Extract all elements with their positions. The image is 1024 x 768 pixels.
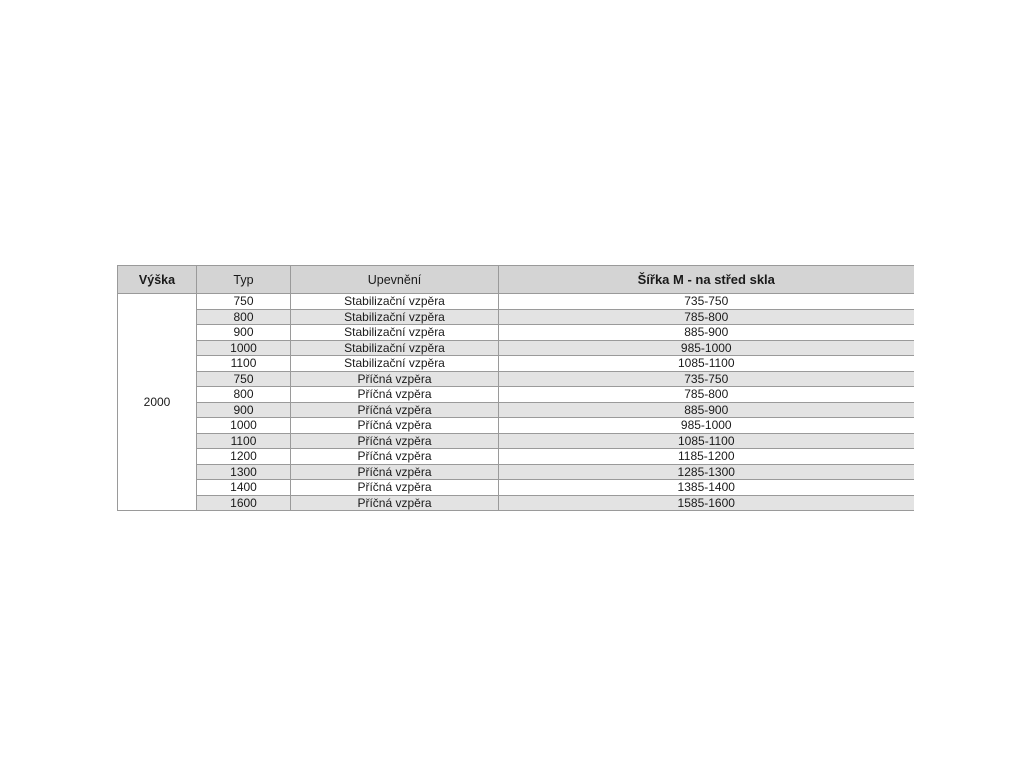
cell-typ: 1000 <box>197 340 291 356</box>
cell-sirka: 1085-1100 <box>499 356 914 372</box>
cell-typ: 1600 <box>197 495 291 511</box>
cell-upevneni: Příčná vzpěra <box>291 480 499 496</box>
cell-sirka: 1285-1300 <box>499 464 914 480</box>
header-typ: Typ <box>197 266 291 294</box>
cell-sirka: 885-900 <box>499 325 914 341</box>
table-row <box>118 325 914 341</box>
cell-typ: 1000 <box>197 418 291 434</box>
cell-typ: 1100 <box>197 356 291 372</box>
cell-typ: 750 <box>197 371 291 387</box>
cell-upevneni: Příčná vzpěra <box>291 402 499 418</box>
cell-upevneni: Stabilizační vzpěra <box>291 325 499 341</box>
cell-upevneni: Stabilizační vzpěra <box>291 356 499 372</box>
cell-sirka: 735-750 <box>499 371 914 387</box>
table-row <box>118 433 914 449</box>
table-body <box>118 294 914 511</box>
table-row <box>118 402 914 418</box>
cell-sirka: 1385-1400 <box>499 480 914 496</box>
cell-sirka: 985-1000 <box>499 340 914 356</box>
cell-typ: 750 <box>197 294 291 310</box>
cell-typ: 1400 <box>197 480 291 496</box>
table-row <box>118 371 914 387</box>
vyska-value: 2000 <box>118 294 197 511</box>
header-row <box>118 266 914 294</box>
table-row <box>118 387 914 403</box>
table-row <box>118 495 914 511</box>
cell-upevneni: Příčná vzpěra <box>291 449 499 465</box>
cell-typ: 1200 <box>197 449 291 465</box>
table-row <box>118 464 914 480</box>
cell-sirka: 1585-1600 <box>499 495 914 511</box>
cell-upevneni: Příčná vzpěra <box>291 433 499 449</box>
cell-sirka: 1185-1200 <box>499 449 914 465</box>
cell-typ: 900 <box>197 402 291 418</box>
cell-upevneni: Příčná vzpěra <box>291 371 499 387</box>
cell-sirka: 735-750 <box>499 294 914 310</box>
cell-sirka: 1085-1100 <box>499 433 914 449</box>
cell-sirka: 885-900 <box>499 402 914 418</box>
cell-upevneni: Stabilizační vzpěra <box>291 340 499 356</box>
cell-typ: 1300 <box>197 464 291 480</box>
cell-typ: 1100 <box>197 433 291 449</box>
table-row <box>118 449 914 465</box>
cell-upevneni: Stabilizační vzpěra <box>291 294 499 310</box>
table-header <box>118 266 914 294</box>
cell-upevneni: Stabilizační vzpěra <box>291 309 499 325</box>
cell-typ: 800 <box>197 309 291 325</box>
spec-table <box>117 265 914 511</box>
table-row <box>118 480 914 496</box>
cell-typ: 900 <box>197 325 291 341</box>
cell-typ: 800 <box>197 387 291 403</box>
cell-sirka: 785-800 <box>499 309 914 325</box>
header-upevneni: Upevnění <box>291 266 499 294</box>
cell-sirka: 985-1000 <box>499 418 914 434</box>
cell-upevneni: Příčná vzpěra <box>291 387 499 403</box>
cell-sirka: 785-800 <box>499 387 914 403</box>
cell-upevneni: Příčná vzpěra <box>291 495 499 511</box>
table-row <box>118 309 914 325</box>
header-sirka: Šířka M - na střed skla <box>499 266 914 294</box>
table-row <box>118 294 914 310</box>
table-row <box>118 356 914 372</box>
header-vyska: Výška <box>118 266 197 294</box>
table-row <box>118 340 914 356</box>
table-row <box>118 418 914 434</box>
cell-upevneni: Příčná vzpěra <box>291 464 499 480</box>
cell-upevneni: Příčná vzpěra <box>291 418 499 434</box>
